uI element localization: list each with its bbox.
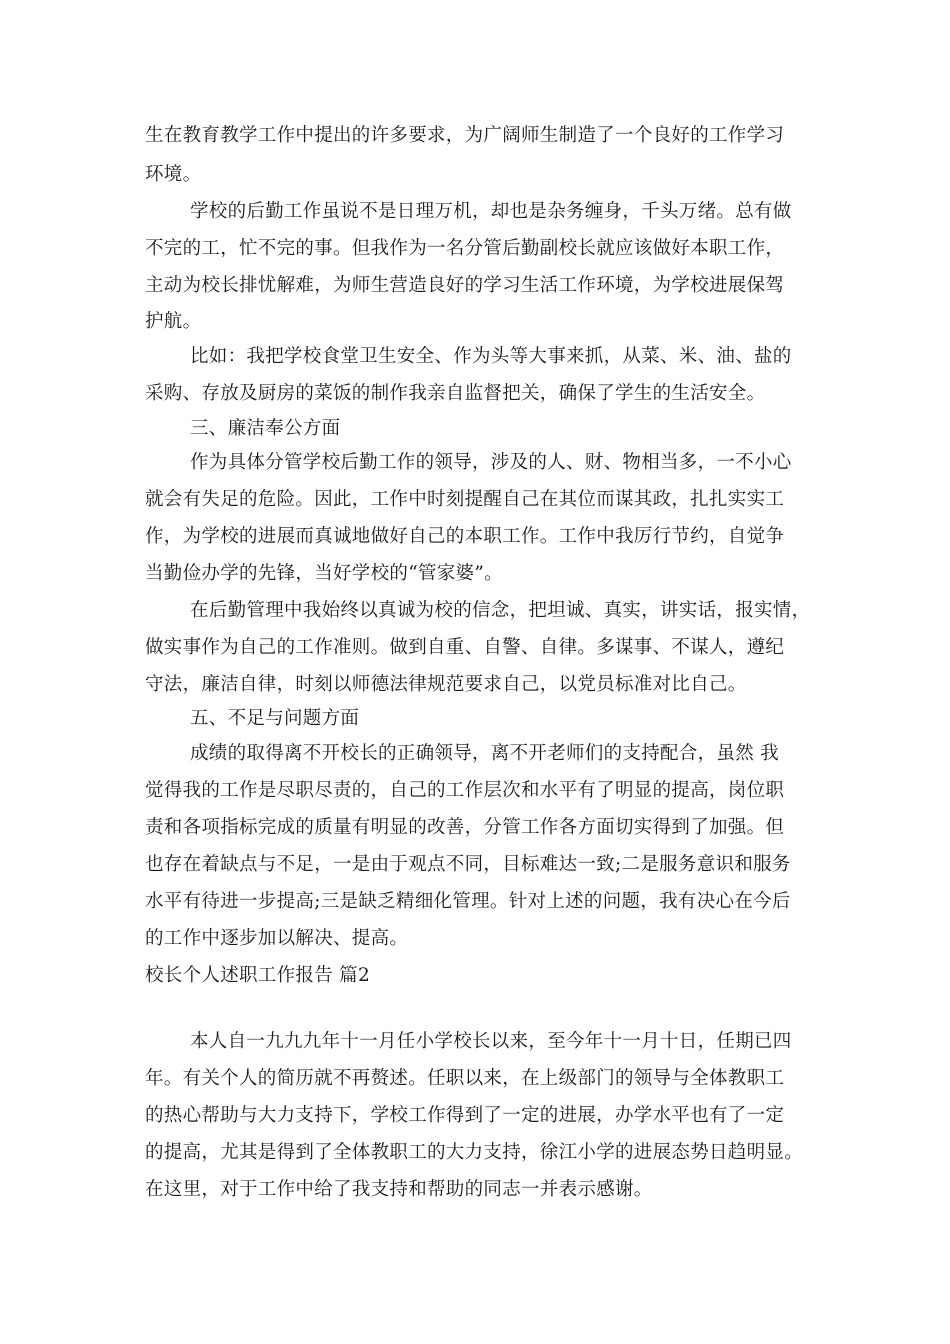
- text-line: 年。有关个人的简历就不再赘述。任职以来，在上级部门的领导与全体教职工: [145, 1068, 785, 1089]
- text-line: 生在教育教学工作中提出的许多要求，为广阔师生制造了一个良好的工作学习: [145, 125, 785, 146]
- text-line: 觉得我的工作是尽职尽责的，自己的工作层次和水平有了明显的提高，岗位职: [145, 780, 785, 801]
- text-line: 也存在着缺点与不足，一是由于观点不同，目标难达一致;二是服务意识和服务: [145, 854, 791, 875]
- text-line: 护航。: [145, 311, 202, 332]
- section-heading: 三、廉洁奉公方面: [190, 418, 341, 439]
- text-line: 本人自一九九九年十一月任小学校长以来，至今年十一月十日，任期已四: [190, 1031, 792, 1052]
- text-line: 水平有待进一步提高;三是缺乏精细化管理。针对上述的问题，我有决心在今后: [145, 891, 791, 912]
- text-line: 的提高，尤其是得到了全体教职工的大力支持，徐江小学的进展态势日趋明显。: [145, 1142, 804, 1163]
- text-line: 环境。: [145, 164, 202, 185]
- text-line: 作，为学校的进展而真诚地做好自己的本职工作。工作中我厉行节约，自觉争: [145, 526, 785, 547]
- text-line: 作为具体分管学校后勤工作的领导，涉及的人、财、物相当多，一不小心: [190, 452, 792, 473]
- text-line: 比如：我把学校食堂卫生安全、作为头等大事来抓，从菜、米、油、盐的: [190, 346, 792, 367]
- text-line: 当勤俭办学的先锋，当好学校的“管家婆”。: [145, 563, 503, 584]
- text-line: 就会有失足的危险。因此，工作中时刻提醒自己在其位而谋其政，扎扎实实工: [145, 489, 785, 510]
- report-title: 校长个人述职工作报告 篇2: [145, 965, 371, 986]
- text-line: 不完的工，忙不完的事。但我作为一名分管后勤副校长就应该做好本职工作，: [145, 238, 785, 259]
- text-line: 守法，廉洁自律，时刻以师德法律规范要求自己，以党员标准对比自己。: [145, 674, 747, 695]
- text-line: 责和各项指标完成的质量有明显的改善，分管工作各方面切实得到了加强。但: [145, 817, 785, 838]
- text-line: 做实事作为自己的工作准则。做到自重、自警、自律。多谋事、不谋人，遵纪: [145, 637, 785, 658]
- text-line: 的热心帮助与大力支持下，学校工作得到了一定的进展，办学水平也有了一定: [145, 1105, 785, 1126]
- text-line: 在后勤管理中我始终以真诚为校的信念，把坦诚、真实，讲实话，报实情，: [190, 600, 811, 621]
- text-line: 学校的后勤工作虽说不是日理万机，却也是杂务缠身，千头万绪。总有做: [190, 201, 792, 222]
- section-heading: 五、不足与问题方面: [190, 708, 360, 729]
- text-line: 主动为校长排忧解难，为师生营造良好的学习生活工作环境，为学校进展保驾: [145, 275, 785, 296]
- text-line: 成绩的取得离不开校长的正确领导，离不开老师们的支持配合，虽然 我: [190, 743, 779, 764]
- text-line: 采购、存放及厨房的菜饭的制作我亲自监督把关，确保了学生的生活安全。: [145, 383, 766, 404]
- text-line: 的工作中逐步加以解决、提高。: [145, 928, 409, 949]
- text-line: 在这里，对于工作中给了我支持和帮助的同志一并表示感谢。: [145, 1179, 653, 1200]
